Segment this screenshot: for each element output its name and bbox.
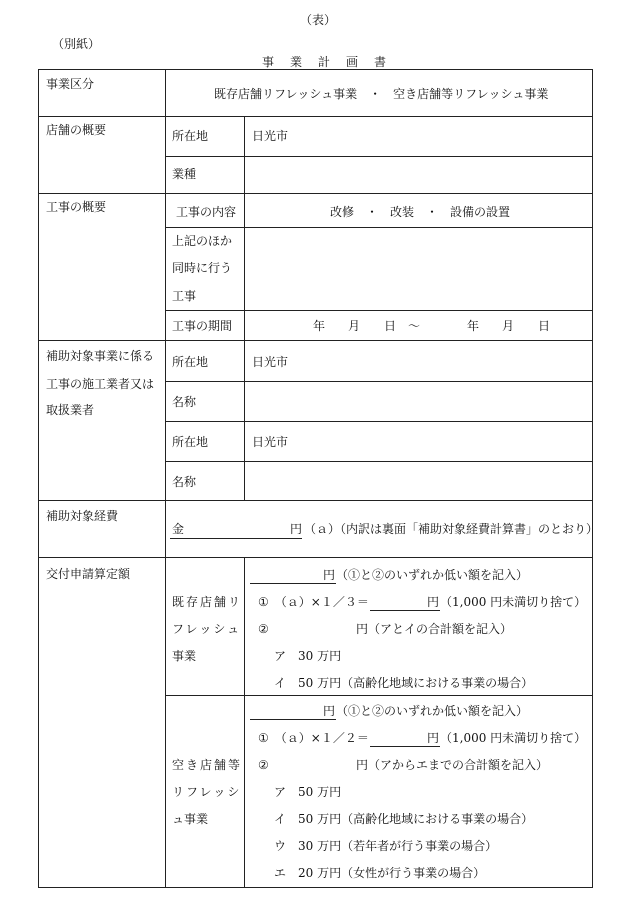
subsidy-cost-note: （ａ）（内訳は裏面「補助対象経費計算書」のとおり）	[304, 522, 599, 536]
store-location-value: 日光市	[252, 129, 289, 143]
attachment-label: （別紙）	[52, 37, 101, 51]
subsidy-cost-underline	[170, 538, 302, 539]
contractor-label-2: 工事の施工業者又は	[46, 377, 155, 391]
existing-line1-underline	[250, 583, 336, 584]
existing-label-1: 既存店舗リ	[172, 595, 243, 609]
period-year-2: 年	[467, 319, 480, 333]
vacant-line2-underline	[370, 746, 440, 747]
subsidy-cost-yen: 円	[290, 522, 303, 536]
construction-content-options: 改修 ・ 改装 ・ 設備の設置	[330, 205, 511, 219]
business-category-label: 事業区分	[46, 77, 95, 91]
construction-content-label: 工事の内容	[176, 205, 237, 219]
vacant-item-i: イ 50 万円（高齢化地域における事業の場合）	[274, 812, 534, 826]
subsidy-cost-prefix: 金	[172, 522, 185, 536]
store-overview-label: 店舗の概要	[46, 123, 107, 137]
vacant-item-u: ウ 30 万円（若年者が行う事業の場合）	[274, 839, 498, 853]
construction-overview-label: 工事の概要	[46, 200, 107, 214]
contractor-name-label-1: 名称	[172, 395, 197, 409]
vacant-line3-text: 円（アからエまでの合計額を記入）	[356, 758, 549, 772]
store-industry-label: 業種	[172, 167, 197, 181]
existing-line3-num: ②	[258, 622, 269, 636]
contractor-label-1: 補助対象事業に係る	[46, 349, 155, 363]
existing-line2-underline	[370, 610, 440, 611]
construction-other-label-3: 工事	[172, 289, 197, 303]
existing-line2-note: （1,000 円未満切り捨て）	[440, 595, 587, 609]
period-tilde: ～	[408, 319, 421, 333]
existing-line1-note: （①と②のいずれか低い額を記入）	[336, 568, 529, 582]
page-title: 事 業 計 画 書	[262, 55, 389, 69]
construction-other-label-2: 同時に行う	[172, 261, 233, 275]
vacant-line2-yen: 円	[427, 731, 440, 745]
vacant-label-2: リフレッシ	[172, 785, 242, 799]
existing-line3-text: 円（アとイの合計額を記入）	[356, 622, 513, 636]
contractor-location-label-2: 所在地	[172, 435, 209, 449]
contractor-location-value-2: 日光市	[252, 435, 289, 449]
existing-item-a: ア 30 万円	[274, 649, 342, 663]
contractor-name-label-2: 名称	[172, 475, 197, 489]
existing-label-2: フレッシュ	[172, 622, 242, 636]
contractor-label-3: 取扱業者	[46, 403, 95, 417]
period-month-2: 月	[502, 319, 515, 333]
business-category-value: 既存店舗リフレッシュ事業 ・ 空き店舗等リフレッシュ事業	[214, 87, 549, 101]
front-label: （表）	[300, 13, 337, 27]
vacant-label-1: 空き店舗等	[172, 758, 243, 772]
vacant-line3-num: ②	[258, 758, 269, 772]
existing-line2-yen: 円	[427, 595, 440, 609]
contractor-location-value-1: 日光市	[252, 355, 289, 369]
period-day-2: 日	[538, 319, 551, 333]
period-year-1: 年	[313, 319, 326, 333]
grant-amount-label: 交付申請算定額	[46, 567, 131, 581]
vacant-label-3: ュ事業	[172, 812, 209, 826]
contractor-location-label-1: 所在地	[172, 355, 209, 369]
subsidy-cost-label: 補助対象経費	[46, 509, 119, 523]
existing-item-i: イ 50 万円（高齢化地域における事業の場合）	[274, 676, 534, 690]
vacant-line1-yen: 円	[323, 704, 336, 718]
existing-label-3: 事業	[172, 649, 197, 663]
period-month-1: 月	[348, 319, 361, 333]
vacant-line1-underline	[250, 719, 336, 720]
vacant-line2-prefix: ① （ａ）×１／２＝	[258, 731, 369, 745]
construction-period-label: 工事の期間	[172, 319, 233, 333]
vacant-line1-note: （①と②のいずれか低い額を記入）	[336, 704, 529, 718]
period-day-1: 日	[384, 319, 397, 333]
existing-line2-prefix: ① （ａ）×１／３＝	[258, 595, 369, 609]
vacant-item-a: ア 50 万円	[274, 785, 342, 799]
vacant-line2-note: （1,000 円未満切り捨て）	[440, 731, 587, 745]
existing-line1-yen: 円	[323, 568, 336, 582]
store-location-label: 所在地	[172, 129, 209, 143]
vacant-item-e: エ 20 万円（女性が行う事業の場合）	[274, 866, 486, 880]
construction-other-label-1: 上記のほか	[172, 234, 233, 248]
